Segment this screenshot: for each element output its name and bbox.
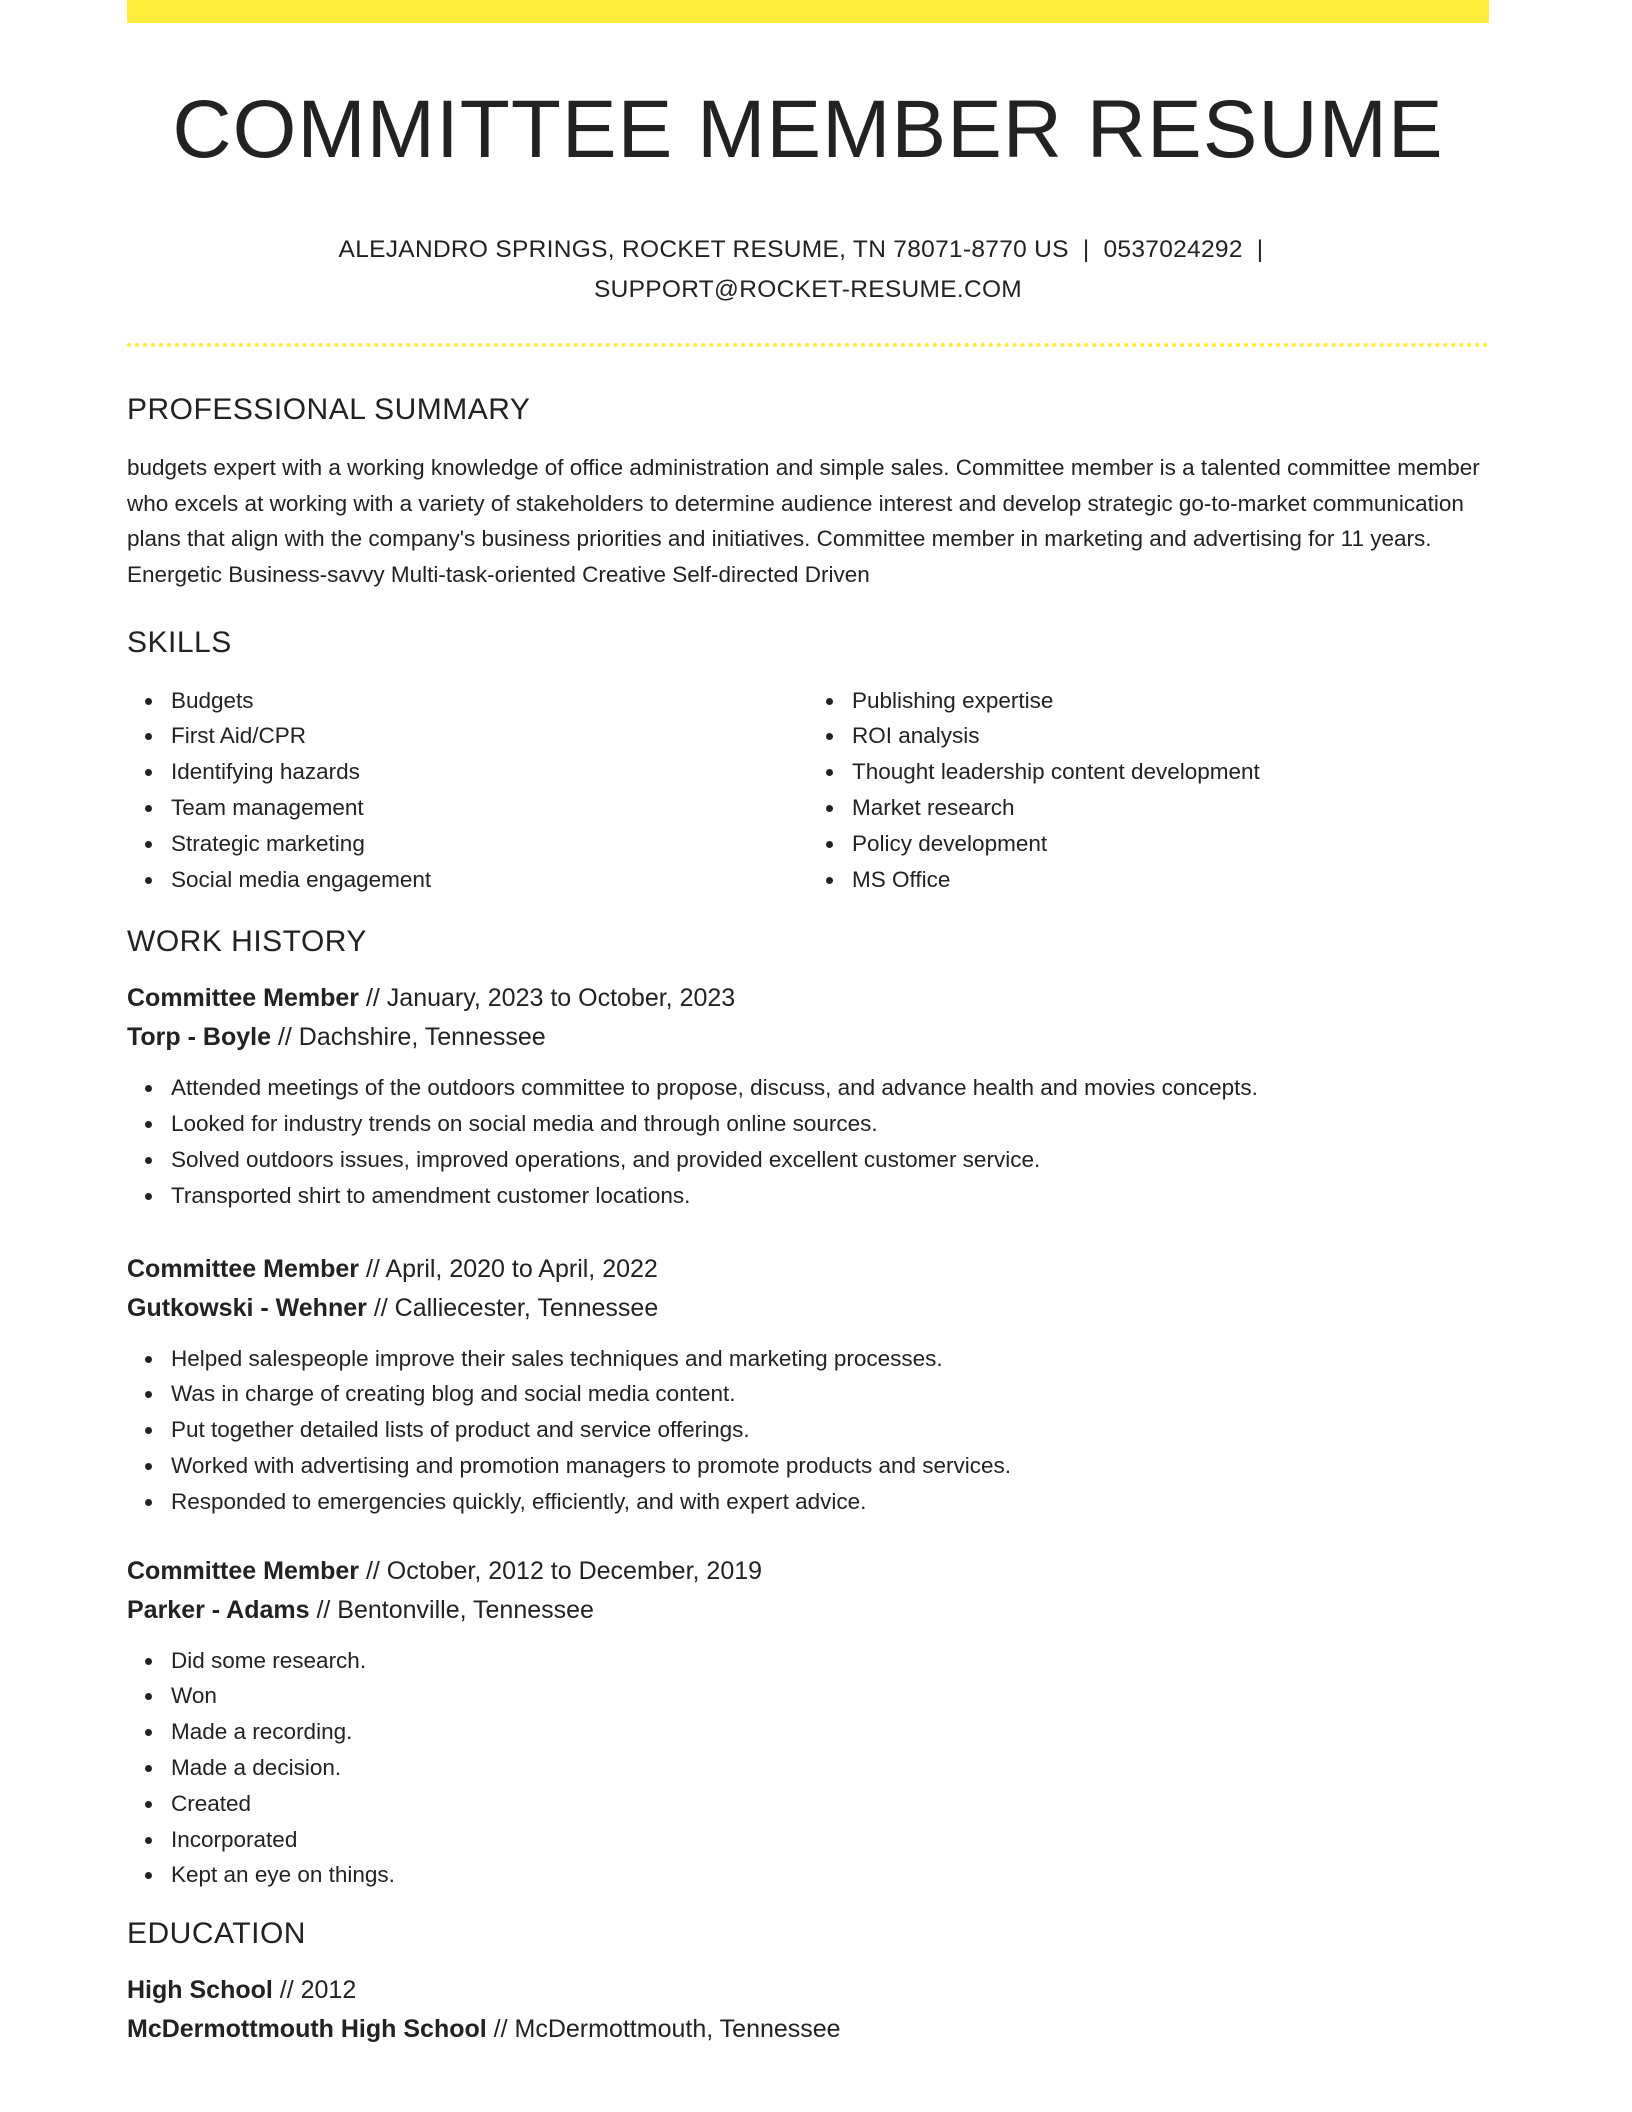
job-company: Gutkowski - Wehner bbox=[127, 1293, 367, 1322]
job-bullet: Was in charge of creating blog and social media content. bbox=[171, 1376, 1489, 1412]
contact-phone: 0537024292 bbox=[1103, 236, 1243, 264]
job-entry bbox=[127, 1250, 1489, 1520]
education-school: McDermottmouth High School bbox=[127, 2015, 487, 2044]
job-bullet: Worked with advertising and promotion managers to promote products and services. bbox=[171, 1448, 1489, 1484]
education-degree-line bbox=[127, 1971, 1489, 2010]
dotted-divider bbox=[127, 343, 1489, 347]
job-title-line bbox=[127, 979, 1489, 1018]
job-company-line bbox=[127, 1591, 1489, 1630]
education-location: // McDermottmouth, Tennessee bbox=[493, 2015, 841, 2044]
job-dates: // January, 2023 to October, 2023 bbox=[365, 984, 736, 1013]
top-accent-bar bbox=[127, 0, 1489, 23]
contact-line-2 bbox=[127, 270, 1489, 310]
skill-item: Social media engagement bbox=[171, 862, 808, 898]
skill-item: Market research bbox=[852, 790, 1489, 826]
skills-list bbox=[127, 683, 1489, 898]
skill-item: Strategic marketing bbox=[171, 826, 808, 862]
contact-separator: | bbox=[1082, 236, 1090, 264]
job-location: // Bentonville, Tennessee bbox=[316, 1595, 594, 1624]
education-school-line bbox=[127, 2010, 1489, 2049]
job-bullet: Incorporated bbox=[171, 1822, 1489, 1858]
job-company-line bbox=[127, 1018, 1489, 1057]
job-bullet: Responded to emergencies quickly, efficiently, and with expert advice. bbox=[171, 1484, 1489, 1520]
job-company: Torp - Boyle bbox=[127, 1023, 271, 1052]
work-history-heading: WORK HISTORY bbox=[127, 925, 367, 959]
job-bullet: Did some research. bbox=[171, 1643, 1489, 1679]
skills-heading: SKILLS bbox=[127, 625, 232, 659]
contact-info bbox=[127, 230, 1489, 310]
education-degree: High School bbox=[127, 1976, 273, 2005]
job-title: Committee Member bbox=[127, 1254, 359, 1283]
education-heading: EDUCATION bbox=[127, 1917, 306, 1951]
job-bullet: Put together detailed lists of product and service offerings. bbox=[171, 1412, 1489, 1448]
job-bullets bbox=[127, 1341, 1489, 1520]
job-title: Committee Member bbox=[127, 984, 359, 1013]
resume-title: COMMITTEE MEMBER RESUME bbox=[172, 84, 1444, 175]
summary-text: budgets expert with a working knowledge of office administration and simple sales. Committee member is a talented committee member who excels at working with a variety of stakeholders to determine audience interest and develop strategic go-to-market communication plans that align with the company's business priorities and initiatives. Committee member in marketing and advertising for 11 years. Energetic Business-savvy Multi-task-oriented Creative Self-directed Driven bbox=[127, 455, 1480, 587]
job-bullet: Kept an eye on things. bbox=[171, 1857, 1489, 1893]
skill-item: First Aid/CPR bbox=[171, 718, 808, 754]
job-bullet: Made a decision. bbox=[171, 1750, 1489, 1786]
resume-page bbox=[127, 0, 1489, 2049]
skill-item: Publishing expertise bbox=[852, 683, 1489, 719]
job-dates: // October, 2012 to December, 2019 bbox=[365, 1556, 763, 1585]
contact-address: ALEJANDRO SPRINGS, ROCKET RESUME, TN 78071-8770 US bbox=[338, 236, 1069, 264]
job-company: Parker - Adams bbox=[127, 1595, 310, 1624]
job-bullet: Looked for industry trends on social media and through online sources. bbox=[171, 1106, 1489, 1142]
job-location: // Calliecester, Tennessee bbox=[373, 1293, 659, 1322]
education-year: // 2012 bbox=[279, 1976, 357, 2005]
education-entry bbox=[127, 1971, 1489, 2049]
skills-column-right bbox=[808, 683, 1489, 898]
job-title: Committee Member bbox=[127, 1556, 359, 1585]
skill-item: Identifying hazards bbox=[171, 754, 808, 790]
job-dates: // April, 2020 to April, 2022 bbox=[365, 1254, 658, 1283]
job-bullet: Made a recording. bbox=[171, 1714, 1489, 1750]
job-entry bbox=[127, 1552, 1489, 1894]
job-bullet: Transported shirt to amendment customer locations. bbox=[171, 1178, 1489, 1214]
job-title-line bbox=[127, 1552, 1489, 1591]
job-bullets bbox=[127, 1643, 1489, 1894]
summary-heading: PROFESSIONAL SUMMARY bbox=[127, 393, 531, 427]
contact-email: SUPPORT@ROCKET-RESUME.COM bbox=[593, 276, 1023, 304]
job-company-line bbox=[127, 1289, 1489, 1328]
skill-item: Thought leadership content development bbox=[852, 754, 1489, 790]
job-bullet: Won bbox=[171, 1678, 1489, 1714]
contact-separator: | bbox=[1256, 236, 1264, 264]
job-bullets bbox=[127, 1070, 1489, 1213]
job-bullet: Solved outdoors issues, improved operations, and provided excellent customer service. bbox=[171, 1142, 1489, 1178]
contact-line-1 bbox=[127, 230, 1489, 270]
job-bullet: Created bbox=[171, 1786, 1489, 1822]
job-bullet: Helped salespeople improve their sales techniques and marketing processes. bbox=[171, 1341, 1489, 1377]
job-title-line bbox=[127, 1250, 1489, 1289]
job-location: // Dachshire, Tennessee bbox=[277, 1023, 546, 1052]
skill-item: ROI analysis bbox=[852, 718, 1489, 754]
skills-column-left bbox=[127, 683, 808, 898]
job-bullet: Attended meetings of the outdoors committee to propose, discuss, and advance health and movies concepts. bbox=[171, 1070, 1489, 1106]
skill-item: Team management bbox=[171, 790, 808, 826]
job-entry bbox=[127, 979, 1489, 1213]
skill-item: Budgets bbox=[171, 683, 808, 719]
skill-item: Policy development bbox=[852, 826, 1489, 862]
skill-item: MS Office bbox=[852, 862, 1489, 898]
